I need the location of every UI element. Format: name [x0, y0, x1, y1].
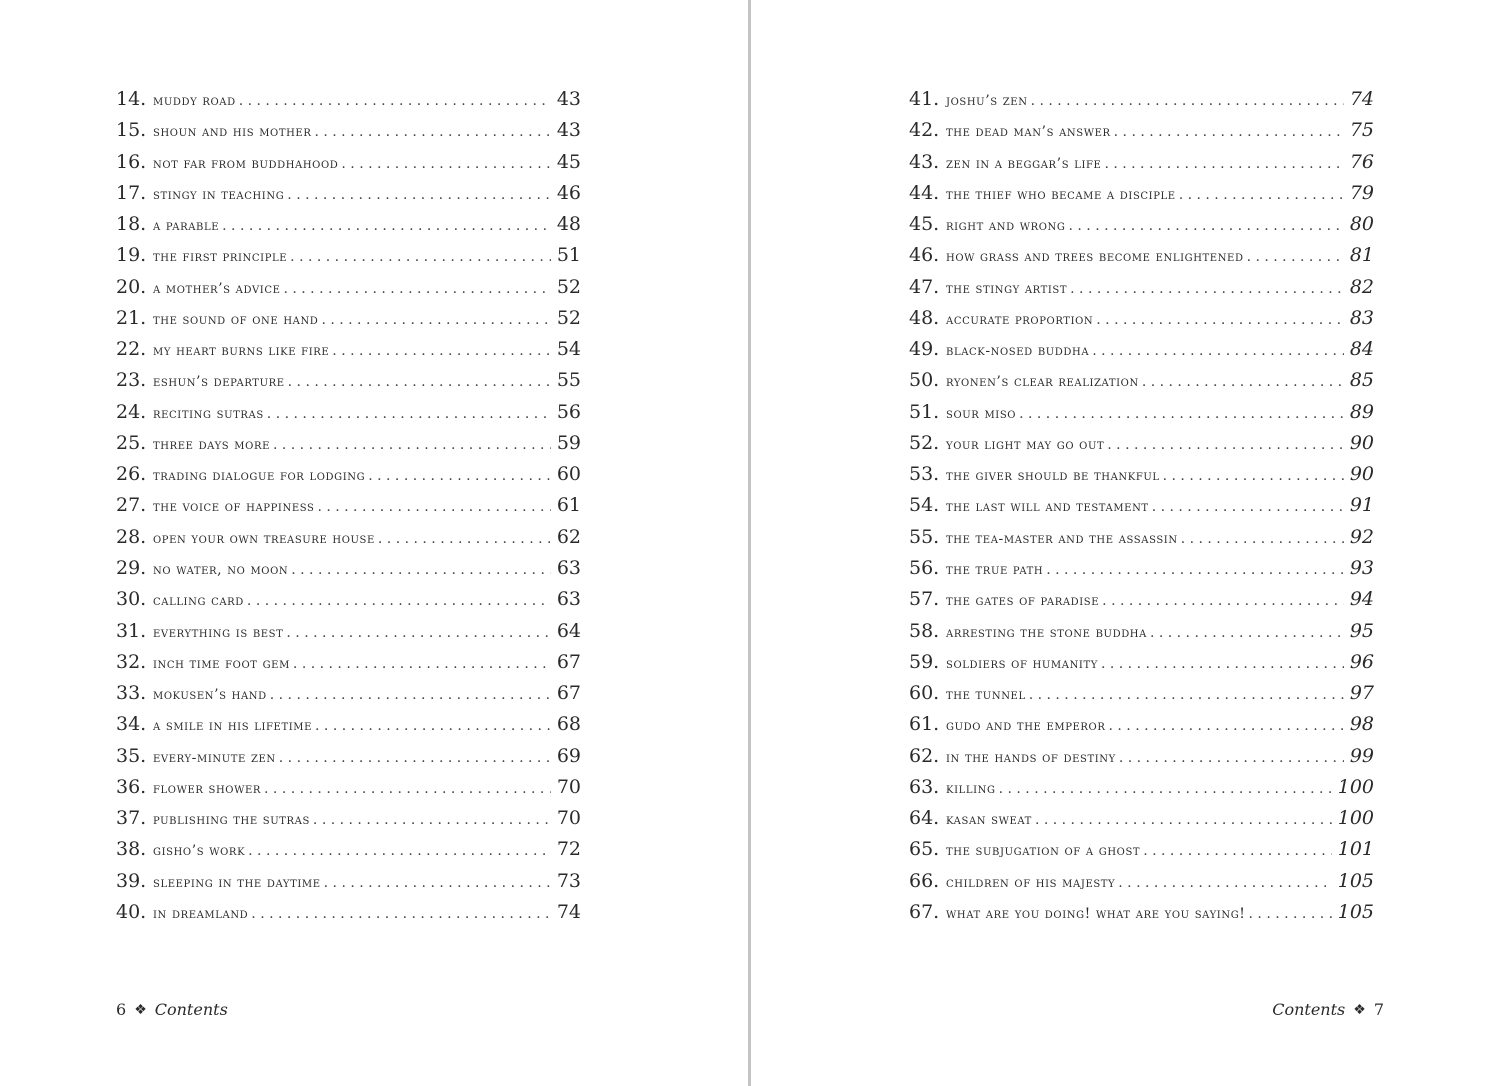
- dot-leader: [1163, 461, 1344, 490]
- toc-entry[interactable]: [909, 490, 1374, 521]
- toc-entry[interactable]: [116, 647, 581, 678]
- dot-leader: [321, 305, 550, 334]
- entry-page-number: 105: [1337, 900, 1374, 923]
- entry-number: 16.: [116, 150, 147, 173]
- entry-title: the sound of one hand: [153, 311, 319, 328]
- entry-number: 25.: [116, 431, 147, 454]
- entry-page-number: 64: [556, 619, 581, 642]
- entry-title: in dreamland: [153, 905, 249, 922]
- dot-leader: [291, 555, 551, 584]
- entry-page-number: 96: [1349, 650, 1374, 673]
- entry-number: 18.: [116, 213, 147, 236]
- toc-entry[interactable]: [116, 84, 581, 115]
- entry-number: 41.: [909, 88, 940, 110]
- entry-title: flower shower: [153, 780, 262, 797]
- entry-number: 62.: [909, 744, 940, 767]
- toc-entry[interactable]: [116, 240, 581, 271]
- dot-leader: [341, 149, 550, 178]
- toc-entry[interactable]: [116, 272, 581, 303]
- dot-leader: [332, 336, 551, 365]
- entry-title: a parable: [153, 218, 220, 235]
- toc-entry[interactable]: [909, 365, 1374, 396]
- toc-entry[interactable]: [909, 647, 1374, 678]
- dot-leader: [248, 836, 551, 865]
- page-number: 7: [1373, 1000, 1384, 1019]
- entry-number: 44.: [909, 181, 940, 204]
- entry-number: 32.: [116, 650, 147, 673]
- running-head: Contents: [154, 1000, 228, 1019]
- toc-entry[interactable]: [116, 334, 581, 365]
- dot-leader: [1152, 492, 1344, 521]
- page-gutter: [748, 0, 751, 1086]
- left-page-footer: [116, 1000, 228, 1019]
- entry-page-number: 90: [1349, 463, 1374, 486]
- entry-page-number: 99: [1349, 744, 1374, 767]
- toc-entry[interactable]: [909, 459, 1374, 490]
- entry-number: 42.: [909, 119, 940, 142]
- entry-title: ryonen’s clear realization: [946, 374, 1139, 391]
- entry-page-number: 48: [556, 213, 581, 236]
- toc-entry[interactable]: [909, 803, 1374, 834]
- entry-page-number: 55: [556, 369, 581, 392]
- entry-page-number: 46: [556, 181, 581, 204]
- entry-number: 63.: [909, 775, 940, 798]
- dot-leader: [251, 899, 551, 928]
- entry-number: 34.: [116, 713, 147, 736]
- entry-page-number: 74: [556, 900, 581, 923]
- dot-leader: [1249, 899, 1332, 928]
- entry-number: 24.: [116, 400, 147, 423]
- dot-leader: [324, 868, 551, 897]
- toc-entry[interactable]: [909, 428, 1374, 459]
- entry-page-number: 98: [1349, 713, 1374, 736]
- entry-page-number: 74: [1349, 88, 1374, 110]
- entry-title: shoun and his mother: [153, 124, 312, 141]
- toc-entry[interactable]: [909, 240, 1374, 271]
- toc-entry[interactable]: [116, 678, 581, 709]
- toc-entry[interactable]: [116, 584, 581, 615]
- entry-page-number: 101: [1337, 838, 1374, 861]
- entry-page-number: 92: [1349, 525, 1374, 548]
- entry-page-number: 80: [1349, 213, 1374, 236]
- entry-number: 58.: [909, 619, 940, 642]
- dot-leader: [1118, 868, 1331, 897]
- entry-page-number: 85: [1349, 369, 1374, 392]
- entry-title: gisho’s work: [153, 843, 246, 860]
- dot-leader: [1179, 180, 1344, 209]
- toc-entry[interactable]: [116, 616, 581, 647]
- toc-entry[interactable]: [116, 709, 581, 740]
- entry-number: 31.: [116, 619, 147, 642]
- entry-page-number: 43: [556, 88, 581, 110]
- entry-title: children of his majesty: [946, 874, 1116, 891]
- entry-page-number: 67: [556, 682, 581, 705]
- page-number: 6: [116, 1000, 127, 1019]
- entry-title: kasan sweat: [946, 812, 1032, 829]
- entry-title: the stingy artist: [946, 280, 1068, 297]
- entry-page-number: 72: [556, 838, 581, 861]
- entry-page-number: 63: [556, 556, 581, 579]
- dot-leader: [1181, 524, 1344, 553]
- entry-title: the voice of happiness: [153, 499, 315, 516]
- toc-entry[interactable]: [909, 397, 1374, 428]
- entry-title: soldiers of humanity: [946, 655, 1098, 672]
- entry-page-number: 105: [1337, 869, 1374, 892]
- toc-entry[interactable]: [116, 147, 581, 178]
- entry-title: the gates of paradise: [946, 593, 1100, 610]
- toc-entry[interactable]: [909, 209, 1374, 240]
- entry-title: what are you doing! what are you saying!: [946, 905, 1246, 922]
- entry-page-number: 70: [556, 807, 581, 830]
- entry-number: 21.: [116, 306, 147, 329]
- entry-title: trading dialogue for lodging: [153, 468, 366, 485]
- entry-page-number: 83: [1349, 306, 1374, 329]
- toc-entry[interactable]: [116, 303, 581, 334]
- entry-title: in the hands of destiny: [946, 749, 1116, 766]
- entry-title: the first principle: [153, 249, 288, 266]
- dot-leader: [286, 618, 550, 647]
- entry-title: a smile in his lifetime: [153, 718, 313, 735]
- entry-title: my heart burns like fire: [153, 343, 330, 360]
- toc-entry[interactable]: [909, 834, 1374, 865]
- entry-number: 39.: [116, 869, 147, 892]
- entry-title: the tea-master and the assassin: [946, 530, 1178, 547]
- dot-leader: [1031, 86, 1344, 115]
- dot-leader: [270, 680, 551, 709]
- toc-list-left: [116, 84, 581, 928]
- entry-number: 29.: [116, 556, 147, 579]
- entry-title: black-nosed buddha: [946, 343, 1090, 360]
- dot-leader: [247, 586, 551, 615]
- dot-leader: [279, 743, 551, 772]
- entry-title: the true path: [946, 561, 1044, 578]
- dot-leader: [1142, 367, 1344, 396]
- entry-title: the giver should be thankful: [946, 468, 1160, 485]
- toc-entry[interactable]: [909, 303, 1374, 334]
- entry-title: eshun’s departure: [153, 374, 285, 391]
- entry-number: 36.: [116, 775, 147, 798]
- entry-number: 45.: [909, 213, 940, 236]
- toc-entry[interactable]: [909, 553, 1374, 584]
- toc-entry[interactable]: [116, 115, 581, 146]
- entry-number: 27.: [116, 494, 147, 517]
- entry-page-number: 82: [1349, 275, 1374, 298]
- entry-number: 66.: [909, 869, 940, 892]
- dot-leader: [1046, 555, 1344, 584]
- dot-leader: [313, 805, 551, 834]
- entry-title: the dead man’s answer: [946, 124, 1111, 141]
- dot-leader: [239, 86, 551, 115]
- dot-leader: [290, 242, 551, 271]
- entry-title: every-minute zen: [153, 749, 276, 766]
- toc-entry[interactable]: [909, 678, 1374, 709]
- toc-entry[interactable]: [116, 553, 581, 584]
- toc-entry[interactable]: [116, 803, 581, 834]
- entry-number: 55.: [909, 525, 940, 548]
- entry-number: 17.: [116, 181, 147, 204]
- entry-page-number: 52: [556, 275, 581, 298]
- toc-entry[interactable]: [909, 584, 1374, 615]
- toc-entry[interactable]: [116, 741, 581, 772]
- entry-number: 53.: [909, 463, 940, 486]
- entry-number: 52.: [909, 431, 940, 454]
- dot-leader: [1101, 649, 1344, 678]
- entry-number: 67.: [909, 900, 940, 923]
- entry-page-number: 90: [1349, 431, 1374, 454]
- entry-title: open your own treasure house: [153, 530, 375, 547]
- entry-page-number: 61: [556, 494, 581, 517]
- entry-title: everything is best: [153, 624, 284, 641]
- dot-leader: [999, 774, 1332, 803]
- entry-title: how grass and trees become enlightened: [946, 249, 1244, 266]
- dot-leader: [1029, 680, 1344, 709]
- entry-page-number: 95: [1349, 619, 1374, 642]
- entry-title: reciting sutras: [153, 405, 264, 422]
- entry-page-number: 68: [556, 713, 581, 736]
- entry-title: sour miso: [946, 405, 1017, 422]
- toc-entry[interactable]: [909, 522, 1374, 553]
- entry-title: no water, no moon: [153, 561, 289, 578]
- entry-number: 57.: [909, 588, 940, 611]
- entry-title: right and wrong: [946, 218, 1066, 235]
- dot-leader: [264, 774, 551, 803]
- dot-leader: [1069, 211, 1344, 240]
- dot-leader: [1070, 274, 1344, 303]
- entry-title: joshu’s zen: [946, 93, 1028, 109]
- entry-number: 30.: [116, 588, 147, 611]
- entry-number: 46.: [909, 244, 940, 267]
- ornament-icon: ❖: [1353, 1001, 1366, 1018]
- entry-number: 15.: [116, 119, 147, 142]
- entry-title: the tunnel: [946, 687, 1026, 704]
- entry-page-number: 81: [1349, 244, 1374, 267]
- dot-leader: [293, 649, 551, 678]
- toc-entry[interactable]: [909, 709, 1374, 740]
- toc-entry[interactable]: [116, 522, 581, 553]
- entry-number: 22.: [116, 338, 147, 361]
- toc-entry[interactable]: [909, 272, 1374, 303]
- dot-leader: [288, 367, 551, 396]
- entry-title: the last will and testament: [946, 499, 1149, 516]
- entry-number: 20.: [116, 275, 147, 298]
- entry-number: 48.: [909, 306, 940, 329]
- dot-leader: [378, 524, 551, 553]
- ornament-icon: ❖: [134, 1001, 147, 1018]
- toc-entry[interactable]: [909, 866, 1374, 897]
- entry-number: 49.: [909, 338, 940, 361]
- entry-title: your light may go out: [946, 436, 1105, 453]
- toc-entry[interactable]: [909, 741, 1374, 772]
- entry-title: the thief who became a disciple: [946, 186, 1176, 203]
- entry-number: 51.: [909, 400, 940, 423]
- toc-entry[interactable]: [909, 616, 1374, 647]
- toc-entry[interactable]: [909, 334, 1374, 365]
- toc-entry[interactable]: [909, 897, 1374, 928]
- toc-entry[interactable]: [116, 897, 581, 928]
- entry-page-number: 75: [1349, 119, 1374, 142]
- dot-leader: [1096, 305, 1344, 334]
- toc-entry[interactable]: [116, 209, 581, 240]
- dot-leader: [222, 211, 551, 240]
- dot-leader: [1092, 336, 1344, 365]
- dot-leader: [1102, 586, 1344, 615]
- entry-title: the subjugation of a ghost: [946, 843, 1141, 860]
- toc-list-right: [909, 84, 1374, 928]
- entry-title: calling card: [153, 593, 244, 610]
- entry-page-number: 43: [556, 119, 581, 142]
- entry-page-number: 62: [556, 525, 581, 548]
- entry-title: sleeping in the daytime: [153, 874, 321, 891]
- dot-leader: [368, 461, 551, 490]
- entry-number: 60.: [909, 682, 940, 705]
- entry-page-number: 51: [556, 244, 581, 267]
- entry-title: not far from buddhahood: [153, 155, 339, 172]
- toc-entry[interactable]: [116, 365, 581, 396]
- dot-leader: [1104, 149, 1343, 178]
- entry-page-number: 45: [556, 150, 581, 173]
- toc-entry[interactable]: [116, 490, 581, 521]
- entry-title: mokusen’s hand: [153, 687, 267, 704]
- entry-page-number: 97: [1349, 682, 1374, 705]
- toc-entry[interactable]: [909, 178, 1374, 209]
- dot-leader: [273, 430, 551, 459]
- entry-number: 65.: [909, 838, 940, 861]
- entry-number: 33.: [116, 682, 147, 705]
- dot-leader: [1150, 618, 1344, 647]
- entry-page-number: 70: [556, 775, 581, 798]
- entry-title: killing: [946, 780, 996, 797]
- toc-entry[interactable]: [909, 115, 1374, 146]
- entry-title: three days more: [153, 436, 270, 453]
- entry-page-number: 93: [1349, 556, 1374, 579]
- entry-number: 43.: [909, 150, 940, 173]
- entry-page-number: 79: [1349, 181, 1374, 204]
- entry-number: 61.: [909, 713, 940, 736]
- entry-title: a mother’s advice: [153, 280, 281, 297]
- entry-number: 40.: [116, 900, 147, 923]
- toc-entry[interactable]: [116, 178, 581, 209]
- entry-page-number: 94: [1349, 588, 1374, 611]
- entry-number: 26.: [116, 463, 147, 486]
- entry-number: 14.: [116, 88, 147, 110]
- entry-page-number: 91: [1349, 494, 1374, 517]
- entry-title: gudo and the emperor: [946, 718, 1106, 735]
- entry-title: publishing the sutras: [153, 812, 310, 829]
- entry-page-number: 84: [1349, 338, 1374, 361]
- dot-leader: [287, 180, 551, 209]
- dot-leader: [1019, 399, 1344, 428]
- dot-leader: [283, 274, 550, 303]
- entry-page-number: 52: [556, 306, 581, 329]
- entry-number: 59.: [909, 650, 940, 673]
- entry-page-number: 63: [556, 588, 581, 611]
- entry-number: 19.: [116, 244, 147, 267]
- entry-page-number: 69: [556, 744, 581, 767]
- entry-title: muddy road: [153, 93, 236, 109]
- dot-leader: [267, 399, 551, 428]
- entry-number: 38.: [116, 838, 147, 861]
- right-page-footer: [1272, 1000, 1384, 1019]
- toc-entry[interactable]: [116, 428, 581, 459]
- entry-number: 23.: [116, 369, 147, 392]
- entry-number: 50.: [909, 369, 940, 392]
- entry-title: stingy in teaching: [153, 186, 285, 203]
- toc-entry[interactable]: [116, 459, 581, 490]
- entry-page-number: 60: [556, 463, 581, 486]
- dot-leader: [1114, 117, 1344, 146]
- entry-page-number: 54: [556, 338, 581, 361]
- entry-title: zen in a beggar’s life: [946, 155, 1102, 172]
- entry-page-number: 100: [1337, 807, 1374, 830]
- entry-title: inch time foot gem: [153, 655, 290, 672]
- dot-leader: [1107, 430, 1344, 459]
- toc-entry[interactable]: [909, 147, 1374, 178]
- dot-leader: [1035, 805, 1332, 834]
- dot-leader: [1247, 242, 1344, 271]
- entry-number: 37.: [116, 807, 147, 830]
- entry-title: accurate proportion: [946, 311, 1094, 328]
- entry-page-number: 73: [556, 869, 581, 892]
- toc-entry[interactable]: [909, 772, 1374, 803]
- entry-page-number: 67: [556, 650, 581, 673]
- entry-title: arresting the stone buddha: [946, 624, 1147, 641]
- entry-page-number: 89: [1349, 400, 1374, 423]
- entry-page-number: 76: [1349, 150, 1374, 173]
- dot-leader: [315, 711, 551, 740]
- dot-leader: [1109, 711, 1344, 740]
- entry-number: 54.: [909, 494, 940, 517]
- toc-entry[interactable]: [909, 84, 1374, 115]
- entry-number: 64.: [909, 807, 940, 830]
- toc-entry[interactable]: [116, 866, 581, 897]
- dot-leader: [1119, 743, 1344, 772]
- toc-entry[interactable]: [116, 397, 581, 428]
- toc-entry[interactable]: [116, 834, 581, 865]
- entry-number: 28.: [116, 525, 147, 548]
- toc-entry[interactable]: [116, 772, 581, 803]
- entry-number: 47.: [909, 275, 940, 298]
- entry-page-number: 100: [1337, 775, 1374, 798]
- dot-leader: [314, 117, 550, 146]
- dot-leader: [1143, 836, 1332, 865]
- running-head: Contents: [1272, 1000, 1346, 1019]
- dot-leader: [317, 492, 550, 521]
- entry-page-number: 59: [556, 431, 581, 454]
- entry-number: 56.: [909, 556, 940, 579]
- entry-page-number: 56: [556, 400, 581, 423]
- entry-number: 35.: [116, 744, 147, 767]
